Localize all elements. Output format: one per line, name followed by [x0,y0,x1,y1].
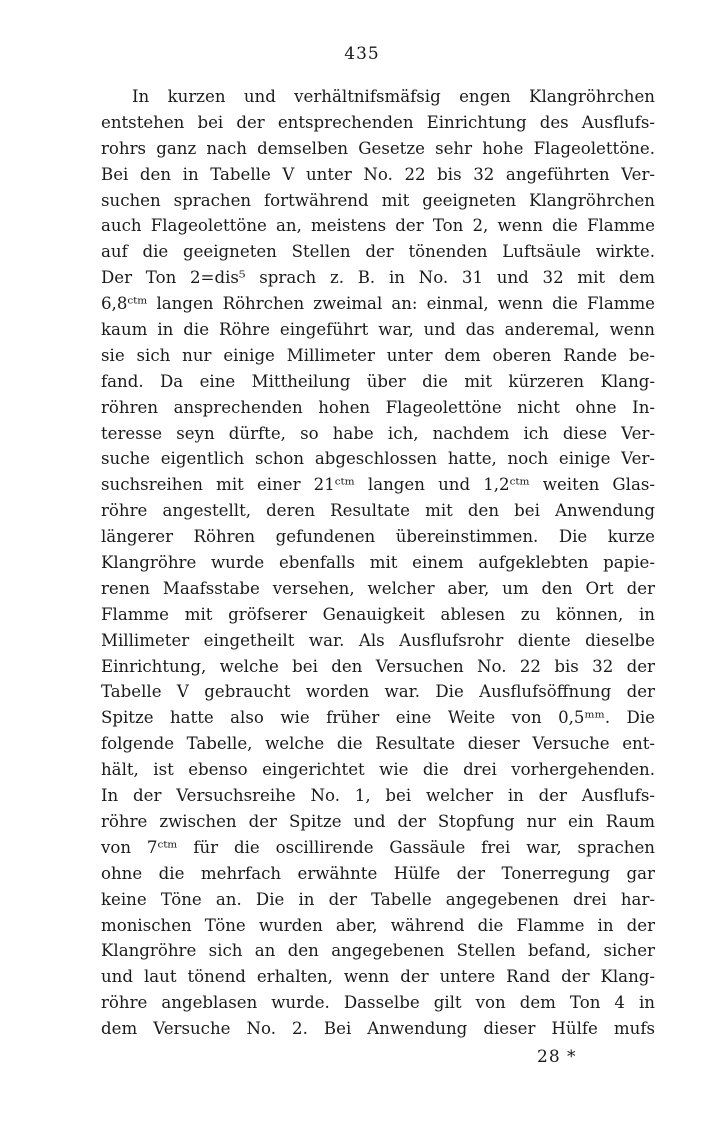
text-line: röhre angeblasen wurde. Dasselbe gilt von dem Ton 4 in [101,993,655,1013]
text-line: auch Flageolettöne an, meistens der Ton 2, wenn die Flamme [101,216,655,236]
text-line: röhre zwischen der Spitze und der Stopfung nur ein Raum [101,811,655,831]
text-line: kaum in die Röhre eingeführt war, und das anderemal, wenn [101,320,655,340]
text-line: In kurzen und verhältnifsmäfsig engen Klangröhrchen [132,87,655,106]
text-line: rohrs ganz nach demselben Gesetze sehr hohe Flageolettöne. [101,138,655,158]
text-line: längerer Röhren gefundenen übereinstimmen. Die kurze [101,527,655,547]
text-line: auf die geeigneten Stellen der tönenden Luftsäule wirkte. [101,242,655,262]
text-line: Tabelle V gebraucht worden war. Die Ausflufsöffnung der [101,682,655,702]
text-line: suchen sprachen fortwährend mit geeigneten Klangröhrchen [101,190,655,210]
text-line: Einrichtung, welche bei den Versuchen No. 22 bis 32 der [101,656,655,676]
signature-mark: 28 * [537,1047,577,1067]
text-line: monischen Töne wurden aber, während die Flamme in der [101,915,655,935]
text-line: Flamme mit gröfserer Genauigkeit ablesen zu können, in [101,604,655,624]
text-line: sie sich nur einige Millimeter unter dem oberen Rande be- [101,345,655,365]
text-line: In der Versuchsreihe No. 1, bei welcher in der Ausflufs- [101,786,655,806]
text-line: röhren ansprechenden hohen Flageolettöne nicht ohne In- [101,397,655,417]
text-line: folgende Tabelle, welche die Resultate dieser Versuche ent- [101,734,655,754]
text-line: von 7ᶜᵗᵐ für die oscillirende Gassäule frei war, sprachen [101,837,655,857]
text-line: dem Versuche No. 2. Bei Anwendung dieser Hülfe mufs [101,1019,655,1039]
text-line: Spitze hatte also wie früher eine Weite von 0,5ᵐᵐ. Die [101,708,655,728]
text-line: fand. Da eine Mittheilung über die mit kürzeren Klang- [101,371,655,391]
body-text [101,84,655,1042]
text-line: Millimeter eingetheilt war. Als Ausflufsrohr diente dieselbe [101,630,655,650]
text-line: entstehen bei der entsprechenden Einrichtung des Ausflufs- [101,112,655,132]
text-line: Klangröhre wurde ebenfalls mit einem aufgeklebten papie- [101,553,655,573]
text-line: Der Ton 2=dis⁵ sprach z. B. in No. 31 und 32 mit dem [101,268,655,288]
text-line: 6,8ᶜᵗᵐ langen Röhrchen zweimal an: einmal, wenn die Flamme [101,294,655,314]
text-line: röhre angestellt, deren Resultate mit den bei Anwendung [101,501,655,521]
text-line: keine Töne an. Die in der Tabelle angegebenen drei har- [101,889,655,909]
page-number: 435 [344,44,380,64]
text-line: teresse seyn dürfte, so habe ich, nachdem ich diese Ver- [101,423,655,443]
text-line: suchsreihen mit einer 21ᶜᵗᵐ langen und 1,2ᶜᵗᵐ weiten Glas- [101,475,655,495]
text-line: renen Maafsstabe versehen, welcher aber, um den Ort der [101,578,655,598]
text-line: und laut tönend erhalten, wenn der untere Rand der Klang- [101,967,655,987]
text-line: Bei den in Tabelle V unter No. 22 bis 32 angeführten Ver- [101,164,655,184]
text-line: suche eigentlich schon abgeschlossen hatte, noch einige Ver- [101,449,655,469]
text-line: ohne die mehrfach erwähnte Hülfe der Tonerregung gar [101,863,655,883]
text-line: hält, ist ebenso eingerichtet wie die drei vorhergehenden. [101,760,655,780]
text-line: Klangröhre sich an den angegebenen Stellen befand, sicher [101,941,655,961]
